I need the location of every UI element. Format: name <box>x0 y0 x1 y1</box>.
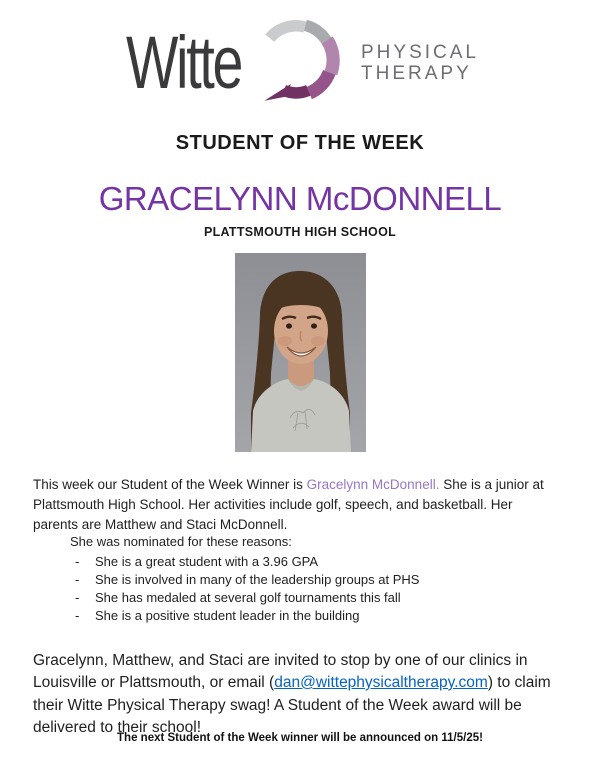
reason-item: - She is a great student with a 3.96 GPA <box>70 553 540 571</box>
reason-item: - She has medaled at several golf tournaments this fall <box>70 589 540 607</box>
student-name-heading: GRACELYNN McDONNELL <box>98 180 502 217</box>
school-name: PLATTSMOUTH HIGH SCHOOL <box>203 225 397 239</box>
logo <box>0 0 600 125</box>
email-link[interactable]: dan@wittephysicaltherapy.com <box>274 674 488 691</box>
logo-tagline <box>361 42 479 84</box>
reasons-list <box>70 553 540 625</box>
reason-item: - She is involved in many of the leadership groups at PHS <box>70 571 540 589</box>
student-photo <box>235 253 366 452</box>
closing-paragraph <box>33 650 573 740</box>
intro-paragraph <box>33 475 553 535</box>
student-name-inline: Gracelynn McDonnell. <box>306 476 440 492</box>
logo-swirl-icon <box>252 9 349 115</box>
footer-announcement: The next Student of the Week winner will be announced on 11/5/25! <box>117 732 483 744</box>
section-title: STUDENT OF THE WEEK <box>175 132 425 154</box>
closing-text-1: Gracelynn, Matthew, and Staci are invited to stop by one of our clinics in Louisville or Plattsmouth, or email ( <box>33 651 528 691</box>
intro-text-2: She is a junior at Plattsmouth High School. Her activities include golf, speech, and basketball. Her parents are Matthew and Staci McDonnell. <box>33 476 544 532</box>
closing-text-2: ) to claim their Witte Physical Therapy swag! A Student of the Week award will be delivered to their school! <box>33 674 551 736</box>
reasons-section <box>70 533 540 625</box>
logo-wordmark: Witte <box>126 21 242 104</box>
logo-tagline-line2: THERAPY <box>361 63 472 84</box>
reasons-intro: She was nominated for these reasons: <box>70 534 292 549</box>
logo-tagline-line1: PHYSICAL <box>361 42 479 63</box>
reason-item: - She is a positive student leader in the building <box>70 607 540 625</box>
intro-text-1: This week our Student of the Week Winner is <box>33 476 307 492</box>
